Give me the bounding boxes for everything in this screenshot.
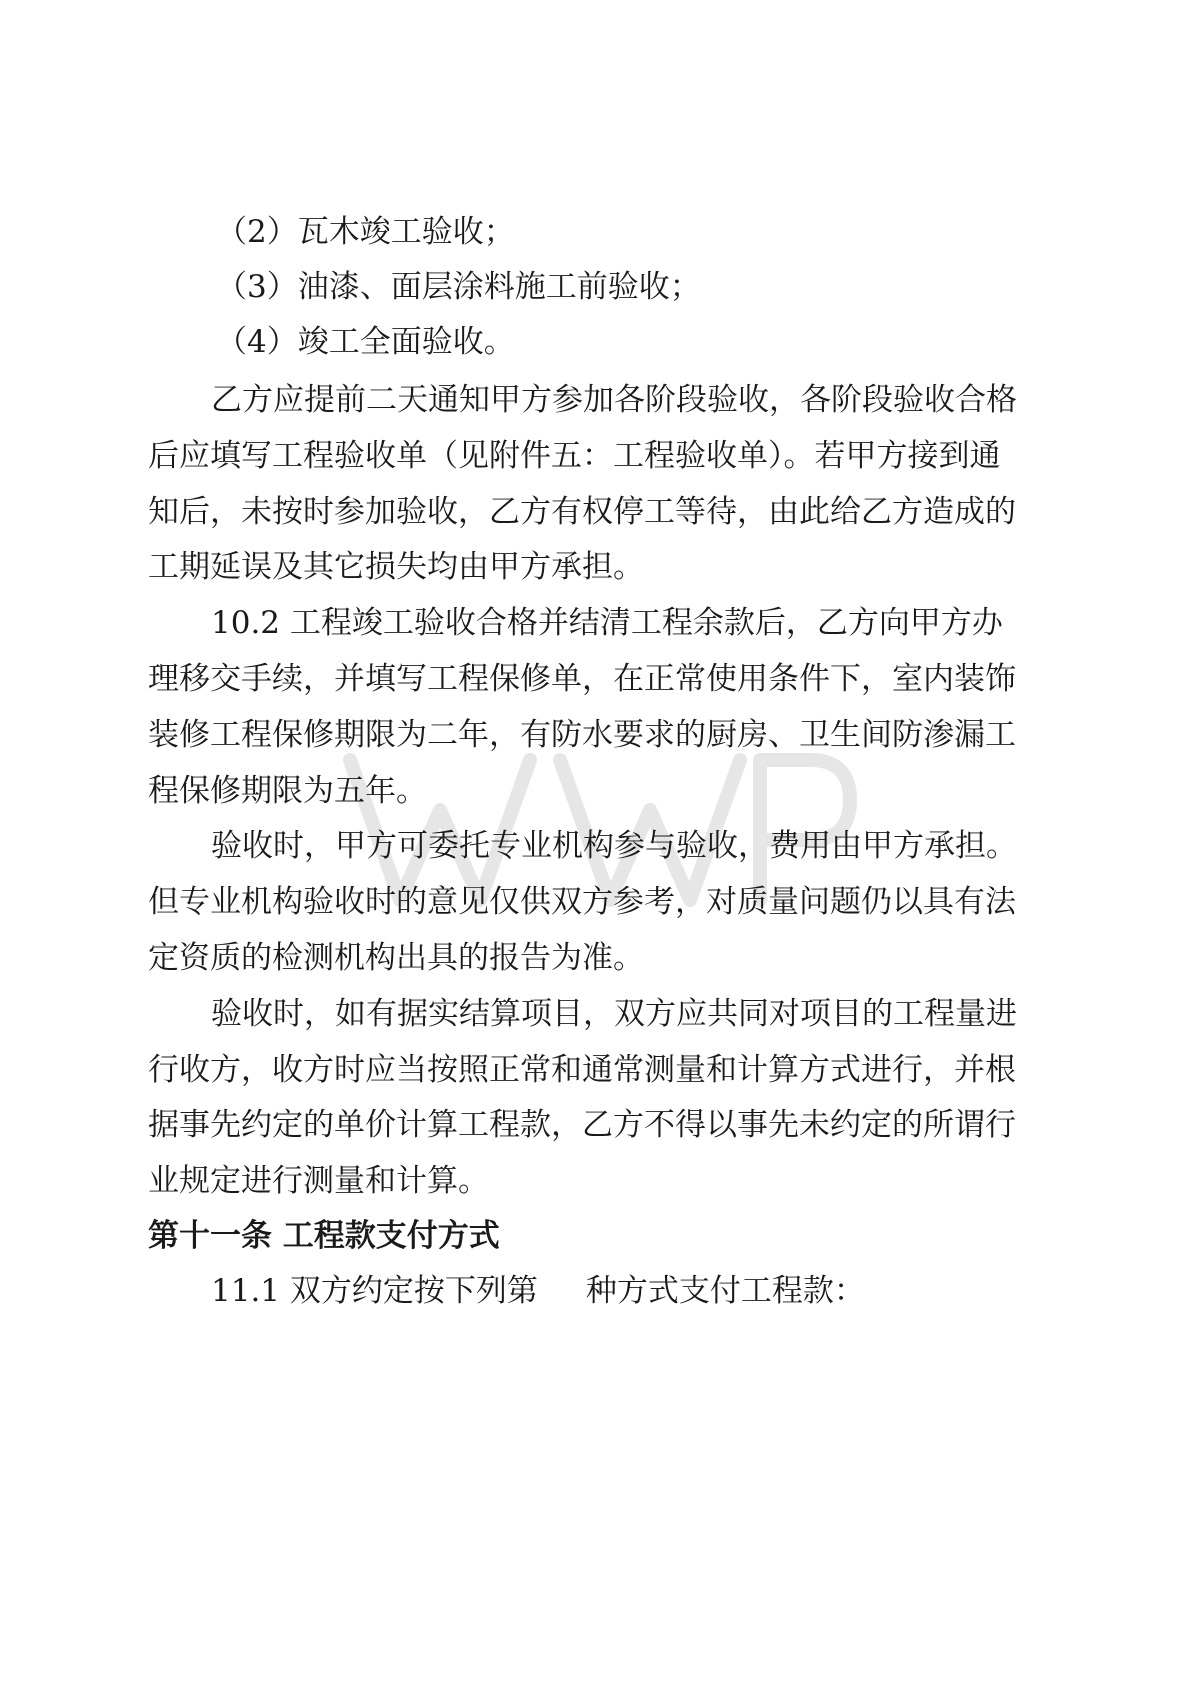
clause-10-2-line: 10.2 工程竣工验收合格并结清工程余款后，乙方向甲方办 bbox=[211, 605, 1003, 641]
paragraph-notice-line: 后应填写工程验收单（见附件五：工程验收单）。若甲方接到通 bbox=[148, 438, 1001, 474]
list-item-4: （4）竣工全面验收。 bbox=[216, 324, 515, 360]
paragraph-measure-line: 据事先约定的单价计算工程款，乙方不得以事先未约定的所谓行 bbox=[148, 1107, 1016, 1143]
paragraph-agency-line: 验收时，甲方可委托专业机构参与验收，费用由甲方承担。 bbox=[211, 828, 1017, 864]
paragraph-measure-line: 业规定进行测量和计算。 bbox=[148, 1163, 489, 1199]
list-item-2: （2）瓦木竣工验收； bbox=[216, 214, 515, 250]
clause-11-1-before: 11.1 双方约定按下列第 bbox=[211, 1273, 538, 1309]
paragraph-measure-line: 行收方，收方时应当按照正常和通常测量和计算方式进行，并根 bbox=[148, 1052, 1016, 1088]
clause-11-1 bbox=[211, 1271, 865, 1311]
paragraph-agency-line: 定资质的检测机构出具的报告为准。 bbox=[148, 940, 644, 976]
clause-10-2-line: 理移交手续，并填写工程保修单，在正常使用条件下，室内装饰 bbox=[148, 661, 1016, 697]
clause-10-2-line: 程保修期限为五年。 bbox=[148, 773, 427, 809]
paragraph-measure-line: 验收时，如有据实结算项目，双方应共同对项目的工程量进 bbox=[211, 996, 1017, 1032]
clause-10-2-line: 装修工程保修期限为二年，有防水要求的厨房、卫生间防渗漏工 bbox=[148, 717, 1016, 753]
paragraph-notice-line: 工期延误及其它损失均由甲方承担。 bbox=[148, 549, 644, 585]
list-item-3: （3）油漆、面层涂料施工前验收； bbox=[216, 269, 701, 305]
paragraph-notice-line: 乙方应提前二天通知甲方参加各阶段验收，各阶段验收合格 bbox=[211, 382, 1017, 418]
clause-11-1-after: 种方式支付工程款： bbox=[585, 1273, 865, 1309]
section-heading: 第十一条 工程款支付方式 bbox=[148, 1218, 500, 1254]
paragraph-notice-line: 知后，未按时参加验收，乙方有权停工等待，由此给乙方造成的 bbox=[148, 494, 1016, 530]
paragraph-agency-line: 但专业机构验收时的意见仅供双方参考，对质量问题仍以具有法 bbox=[148, 884, 1016, 920]
